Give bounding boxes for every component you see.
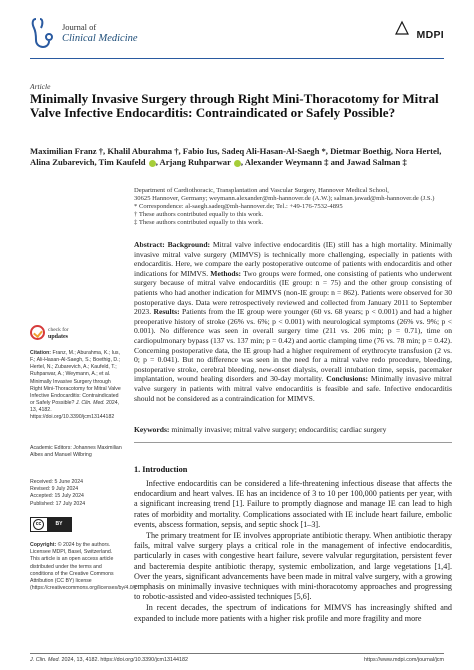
copyright-text: © 2024 by the authors. Licensee MDPI, Basel, Switzerland. This article is an open access article distributed under the terms and conditions of the Creative Commons Attribution (CC BY) license (https://creativecommons.org/licenses/by/4.0/).	[30, 542, 138, 592]
copyright-label: Copyright:	[30, 542, 57, 548]
equal-contribution-note: ‡ These authors contributed equally to this work.	[134, 219, 264, 227]
section-heading: 1. Introduction	[134, 465, 188, 474]
copyright-block	[30, 542, 138, 592]
abstract-results: Patients from the IE group were younger (60 vs. 68 years; p < 0.001) and had a higher preoperative history of stroke (26% vs. 6%; p < 0.001) with neurological symptoms (26% vs. 9%; p < 0.001). No difference was seen in overall surgery time (211 vs. 206 min; p = 0.71), time on cardiopulmonary bypass (137 vs. 137 min; p = 0.42) and aortic clamping time (76 vs. 78 min; p = 0.42). Concerning postoperative data, the IE group had a higher requirement of erythrocyte transfusion (2 vs. 0; p = 0.041). But no difference was seen in the need for a mitral valve redo procedure, bleeding, postoperative stroke, cerebral bleeding, new-onset dialysis, overall intubation time, sepsis, pacemaker implantation, wound healing disorders and 30-day mortality.	[134, 307, 452, 384]
publisher-name: MDPI	[416, 29, 444, 41]
introduction-body	[134, 479, 452, 625]
affiliation-line: 30625 Hannover, Germany; weymann.alexander@mh-hannover.de (A.W.); salman.jawad@mh-hannover.de (J.S.)	[134, 195, 435, 203]
check-updates-line1: check for	[48, 327, 69, 333]
authors-line-1: Maximilian Franz †, Khalil Aburahma †, Fabio Ius, Sadeq Ali-Hasan-Al-Saegh *, Dietmar Boethig, Nora Hertel,	[30, 146, 442, 156]
academic-editors	[30, 445, 122, 459]
journal-logo-icon	[30, 16, 54, 50]
cc-by-license-badge[interactable]	[30, 517, 72, 532]
abstract-label: Abstract:	[134, 240, 165, 249]
editors-names: Johannes Maximilian Albes and Manuel Wilbring	[30, 445, 122, 459]
date-revised: Revised: 9 July 2024	[30, 486, 79, 493]
date-accepted: Accepted: 15 July 2024	[30, 493, 84, 500]
publication-dates	[30, 479, 122, 508]
cc-icon: cc	[33, 519, 44, 530]
keywords-label: Keywords:	[134, 425, 170, 434]
methods-label: Methods:	[210, 268, 242, 278]
footer-doi[interactable]: 2024, 13, 4182. https://doi.org/10.3390/jcm13144182	[61, 657, 188, 663]
header-divider	[30, 58, 444, 59]
authors-line-2a: Alina Zubarevich, Tim Kaufeld	[30, 157, 146, 167]
journal-title: Clinical Medicine	[62, 33, 138, 44]
article-type: Article	[30, 82, 51, 91]
check-updates-label	[48, 327, 69, 340]
body-paragraph: In recent decades, the spectrum of indications for MIMVS has increasingly shifted and expanded to include more patients with a higher risk profile and more fragility and more	[134, 603, 452, 623]
abstract-divider	[134, 442, 452, 443]
abstract-background: Mitral valve infective endocarditis (IE) still has a high mortality. Minimally invasive mitral valve surgery (MIMVS) is technically more challenging, especially in patients with endocarditis. Here, we compare the early postoperative outcome of patients with endocarditis and other indications for MIMVS.	[134, 240, 452, 278]
citation-doi[interactable]: 2024, 13, 4182. https://doi.org/10.3390/jcm13144182	[30, 400, 120, 421]
affiliations	[134, 187, 452, 227]
author-list	[30, 146, 452, 168]
keywords	[134, 425, 452, 435]
citation-block	[30, 350, 122, 422]
by-icon: BY	[47, 518, 71, 531]
editors-label: Academic Editors:	[30, 445, 72, 451]
date-published: Published: 17 July 2024	[30, 500, 86, 507]
date-received: Received: 5 June 2024	[30, 479, 84, 485]
check-updates-icon	[30, 325, 45, 340]
equal-contribution-note: † These authors contributed equally to this work.	[134, 211, 264, 219]
orcid-icon[interactable]	[234, 160, 241, 167]
citation-journal: J. Clin. Med.	[75, 400, 105, 407]
abstract-methods: Two groups were formed, one consisting of patients who underwent surgery because of mitral valve endocarditis (IE group: n = 75) and the other group consisting of patients who had another indication for MIMVS (non-IE group: n = 862). Patients were observed for 30 postoperative days. Data were retrospectively reviewed and collected from January 2011 to September 2023.	[134, 268, 453, 317]
correspondence-line: * Correspondence: al-saegh.sadeq@mh-hannover.de; Tel.: +49-176-7532-4895	[134, 203, 343, 211]
body-paragraph: The primary treatment for IE involves appropriate antibiotic therapy. When antibiotic therapy fails, mitral valve surgery plays a critical role in the management of infective endocarditis, particularly in cases with congestive heart failure, severe valvular regurgitation, persistent fever and bacteremia despite antibiotic therapy, systemic embolization, and large vegetations [1,4]. Over the years, significant advancements have been made in mitral valve surgery, with a growing emphasis on minimally invasive techniques with mini-thoracotomy approaches and progressing to robotic-assisted and video-assisted techniques [5,6].	[134, 531, 452, 602]
abstract-conclusions: Minimally invasive mitral valve surgery in patients with mitral valve endocarditis is feasible and safe. Infective endocarditis should not be considered as a contraindication for MIMVS.	[134, 374, 452, 403]
footer-journal-url[interactable]: https://www.mdpi.com/journal/jcm	[364, 657, 444, 663]
check-updates-line2: updates	[48, 333, 69, 340]
abstract	[134, 240, 452, 403]
citation-text: Franz, M.; Aburahma, K.; Ius, F.; Ali-Hasan-Al-Saegh, S.; Boethig, D.; Hertel, N.; Zubarevich, A.; Kaufeld, T.; Ruhparwar, A.; Weymann, A.; et al. Minimally Invasive Surgery through Right Mini-Thoracotomy for Mitral Valve Infective Endocarditis: Contraindicated or Safely Possible?	[30, 350, 121, 407]
authors-line-2b: , Arjang Ruhparwar	[155, 157, 231, 167]
background-label: Background:	[167, 240, 211, 249]
footer-citation	[30, 657, 188, 663]
footer-divider	[30, 653, 444, 654]
citation-label: Citation:	[30, 350, 52, 356]
results-label: Results:	[153, 307, 180, 317]
article-title: Minimally Invasive Surgery through Right Mini-Thoracotomy for Mitral Valve Infective Endocarditis: Contraindicated or Safely Possible?	[30, 91, 439, 121]
conclusions-label: Conclusions:	[326, 374, 368, 384]
keywords-text: minimally invasive; mitral valve surgery; endocarditis; cardiac surgery	[171, 425, 387, 434]
check-for-updates-button[interactable]	[30, 324, 90, 342]
journal-of-label: Journal of	[62, 22, 97, 32]
authors-line-2c: , Alexander Weymann ‡ and Jawad Salman ‡	[240, 157, 407, 167]
journal-name	[62, 22, 138, 44]
orcid-icon[interactable]	[149, 160, 156, 167]
body-paragraph: Infective endocarditis can be considered a life-threatening infectious disease that affects the endocardium and heart valves. IE has an incidence of 3 to 10 per 100,000 patients per year, with a significant increasing trend [1]. Failure to promptly diagnose and manage IE can lead to high rates of morbidity and mortality. Complications associated with IE include heart failure, embolic events, abscess formation, sepsis, and septic shock [1–3].	[134, 479, 452, 529]
footer-journal: J. Clin. Med.	[30, 657, 60, 663]
affiliation-line: Department of Cardiothoracic, Transplantation and Vascular Surgery, Hannover Medical School,	[134, 187, 389, 194]
